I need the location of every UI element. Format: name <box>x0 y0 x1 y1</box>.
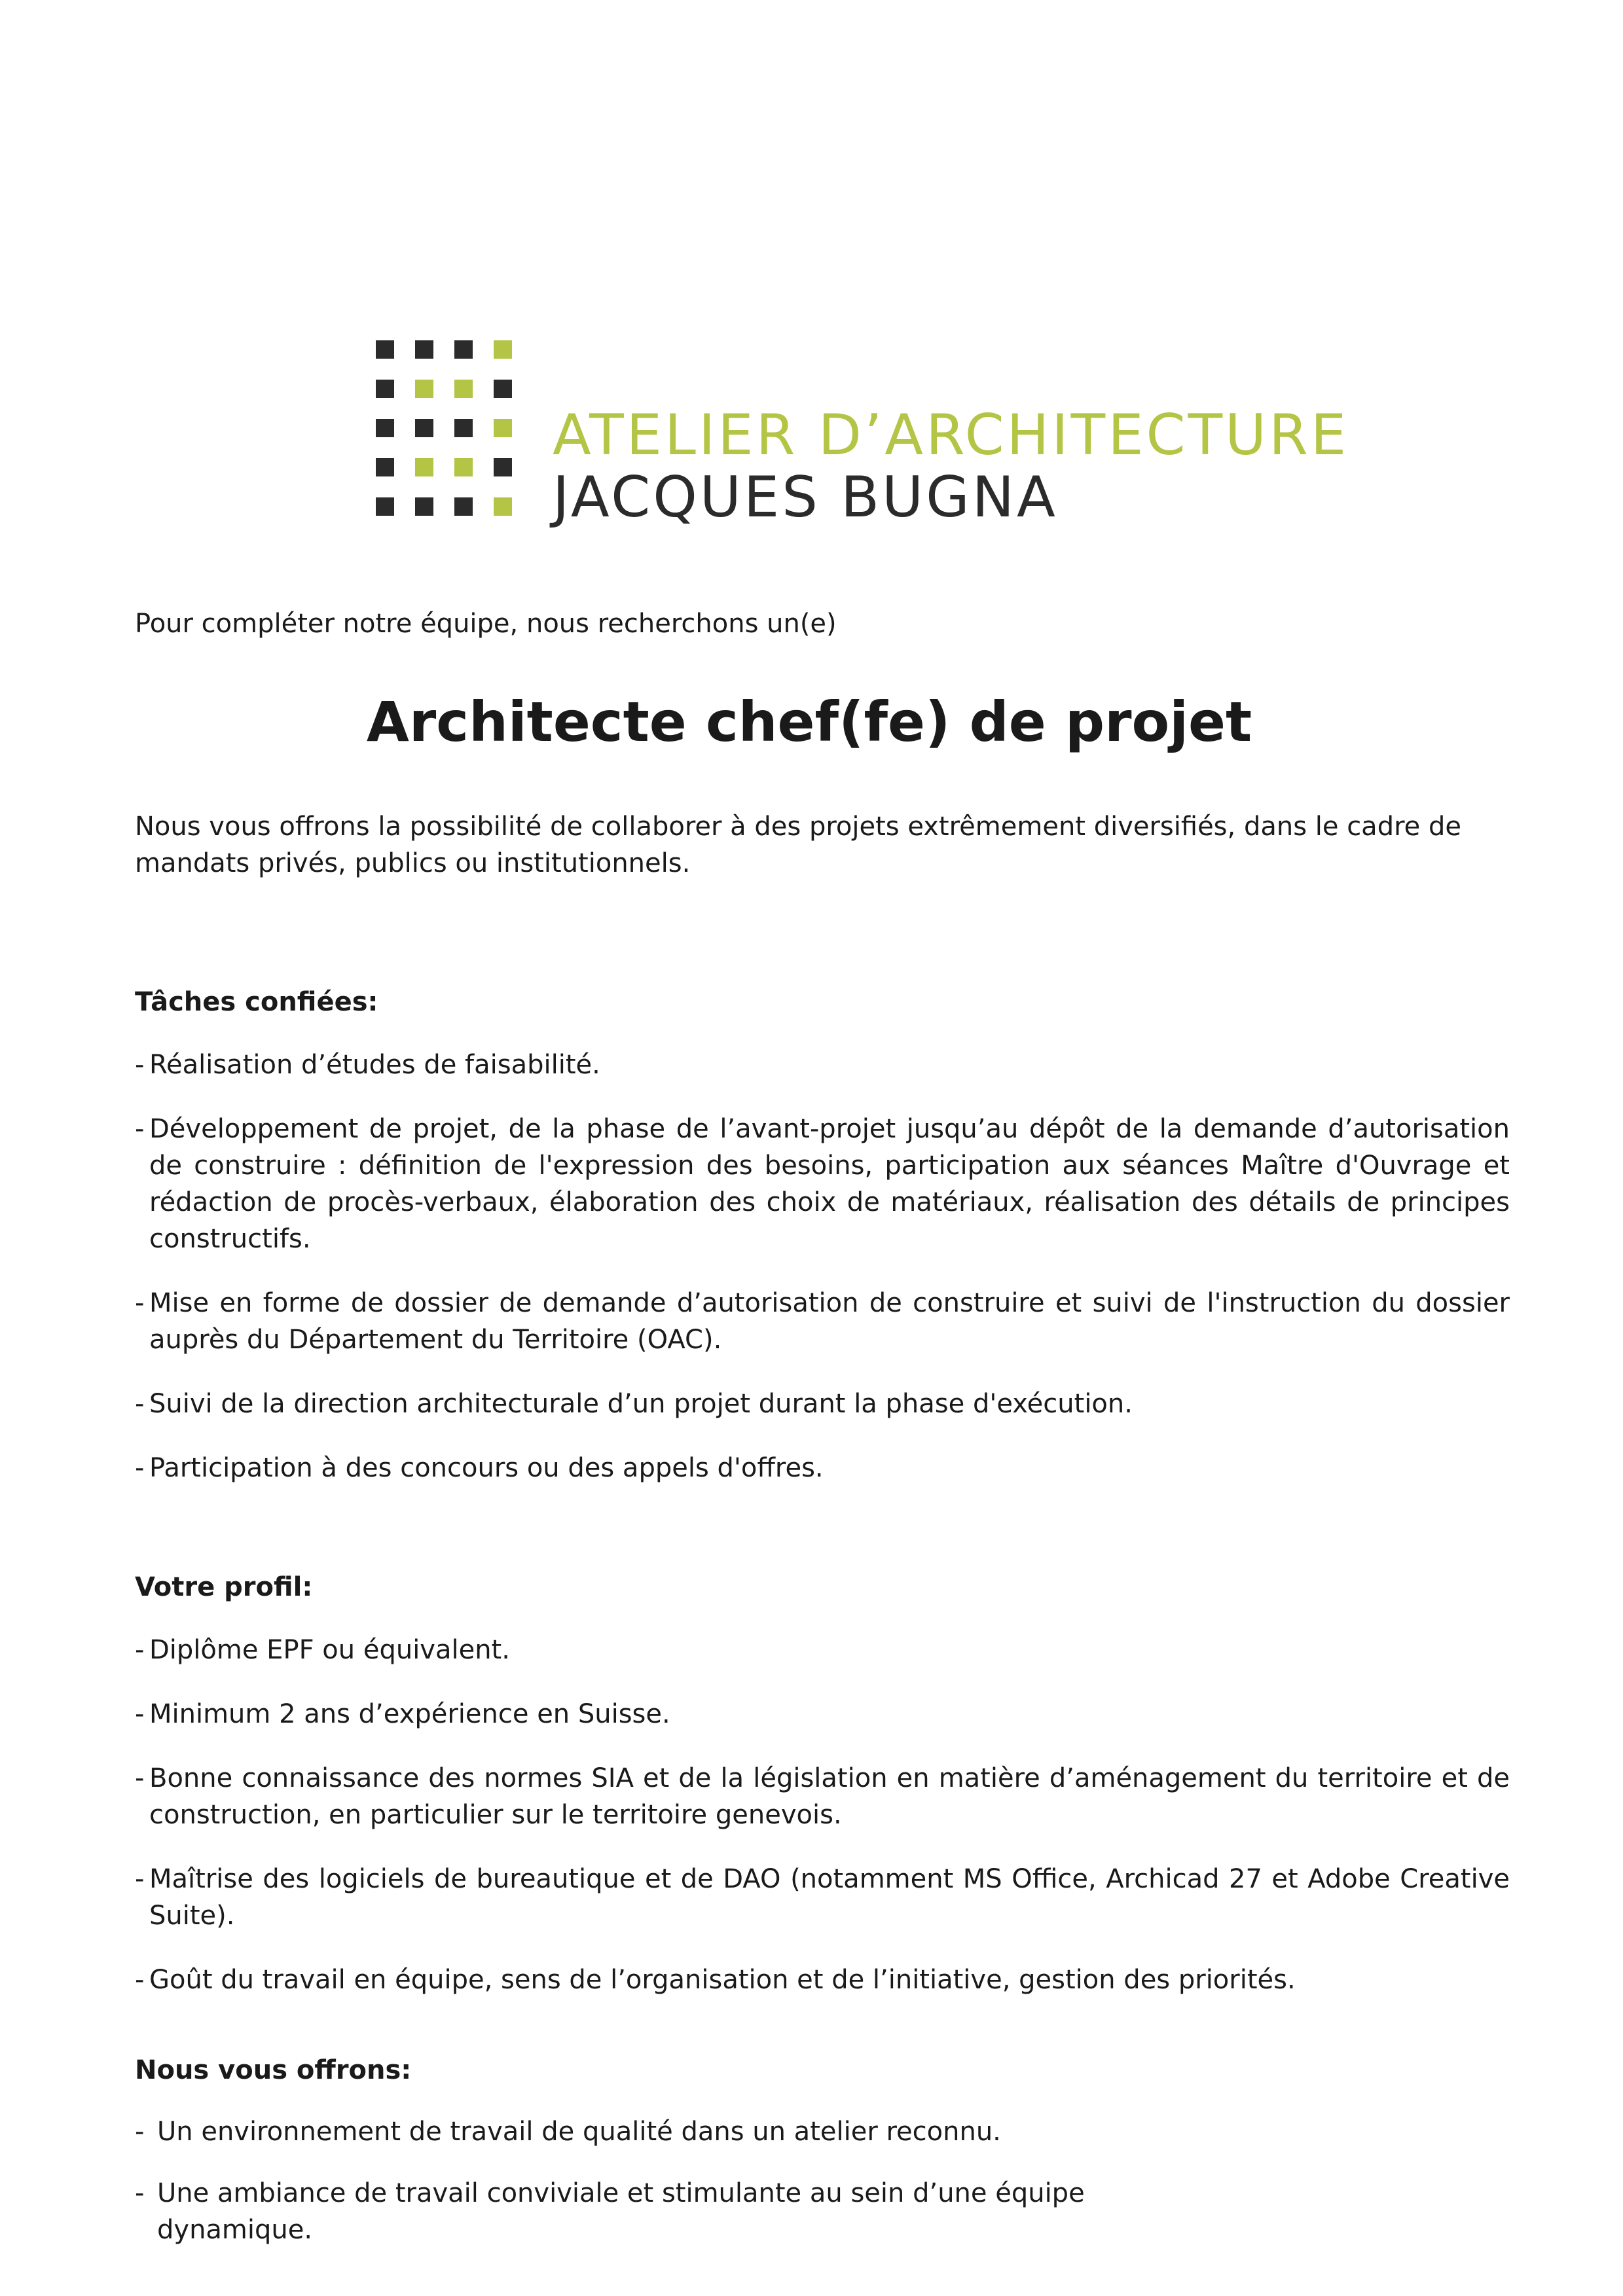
list-item: - Maîtrise des logiciels de bureautique et de DAO (notamment MS Office, Archicad 27 et Adobe Creative Suite). <box>135 1861 1510 1934</box>
logo-line-2: JACQUES BUGNA <box>553 465 1058 530</box>
logo-square <box>454 497 473 516</box>
list-item: - Développement de projet, de la phase de l’avant-projet jusqu’au dépôt de la demande d’autorisation de construire : définition de l'expression des besoins, participation aux séances Maître d'Ouvrage et rédaction de procès-verbaux, élaboration des choix de matériaux, réalisation des détails de principes constructifs. <box>135 1111 1510 1257</box>
logo-square <box>376 419 394 437</box>
intro-text: Pour compléter notre équipe, nous recherchons un(e) <box>135 609 837 639</box>
logo-square <box>415 380 433 398</box>
logo-square <box>454 340 473 359</box>
profile-title: Votre profil: <box>135 1572 313 1602</box>
list-item: - Participation à des concours ou des appels d'offres. <box>135 1450 1510 1486</box>
logo-square <box>415 340 433 359</box>
benefits-list <box>135 2113 1156 2248</box>
list-item: - Une ambiance de travail conviviale et stimulante au sein d’une équipe dynamique. <box>135 2175 1156 2248</box>
tasks-section <box>135 984 1510 1486</box>
list-item: - Suivi de la direction architecturale d’un projet durant la phase d'exécution. <box>135 1386 1510 1422</box>
logo-square <box>494 380 512 398</box>
logo-square <box>376 340 394 359</box>
logo-square <box>454 419 473 437</box>
logo-line-1: ATELIER D’ARCHITECTURE <box>553 403 1349 468</box>
logo-text <box>553 403 1349 530</box>
logo-square <box>415 497 433 516</box>
list-item: - Mise en forme de dossier de demande d’autorisation de construire et suivi de l'instruction du dossier auprès du Département du Territoire (OAC). <box>135 1285 1510 1358</box>
logo-square <box>494 340 512 359</box>
logo-square <box>376 458 394 476</box>
job-posting <box>135 605 1510 2248</box>
logo-square <box>494 419 512 437</box>
benefits-section <box>135 2052 1510 2248</box>
list-item: - Un environnement de travail de qualité dans un atelier reconnu. <box>135 2113 1156 2150</box>
list-item: - Goût du travail en équipe, sens de l’organisation et de l’initiative, gestion des priorités. <box>135 1962 1510 1998</box>
logo-square <box>376 497 394 516</box>
benefits-title: Nous vous offrons: <box>135 2055 412 2085</box>
list-item: - Réalisation d’études de faisabilité. <box>135 1047 1510 1083</box>
logo-square <box>454 458 473 476</box>
company-logo <box>376 340 1349 530</box>
profile-list <box>135 1632 1510 1998</box>
list-item: - Bonne connaissance des normes SIA et de la législation en matière d’aménagement du territoire et de construction, en particulier sur le territoire genevois. <box>135 1760 1510 1833</box>
job-title: Architecte chef(fe) de projet <box>366 690 1252 754</box>
logo-square <box>454 380 473 398</box>
logo-square <box>376 380 394 398</box>
list-item: - Minimum 2 ans d’expérience en Suisse. <box>135 1696 1510 1732</box>
profile-section <box>135 1569 1510 1998</box>
tasks-list <box>135 1047 1510 1486</box>
logo-square <box>494 497 512 516</box>
logo-square-grid <box>376 340 517 524</box>
list-item: - Diplôme EPF ou équivalent. <box>135 1632 1510 1668</box>
logo-square <box>494 458 512 476</box>
tasks-title: Tâches confiées: <box>135 987 378 1017</box>
offer-text: Nous vous offrons la possibilité de collaborer à des projets extrêmement diversifiés, dans le cadre de mandats privés, publics ou institutionnels. <box>135 812 1461 878</box>
logo-square <box>415 458 433 476</box>
logo-square <box>415 419 433 437</box>
